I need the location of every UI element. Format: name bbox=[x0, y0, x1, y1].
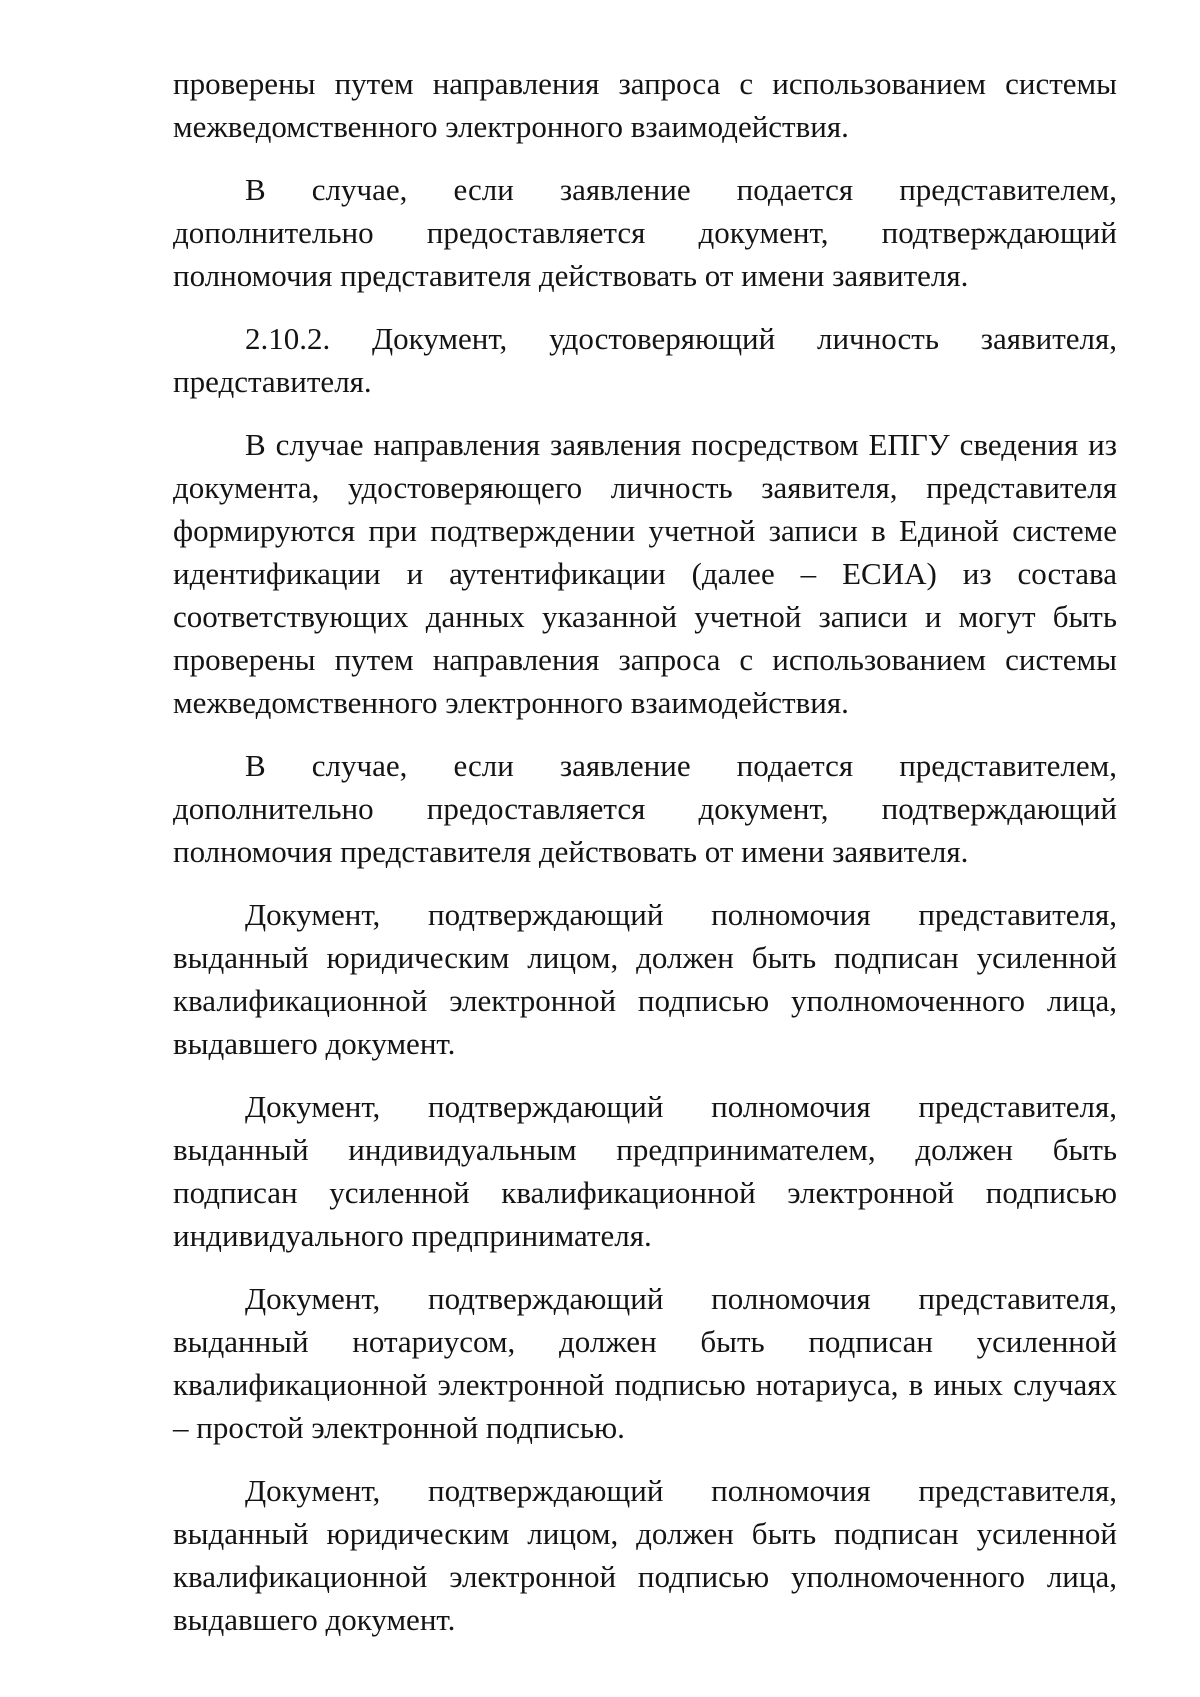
paragraph-legal-entity-signature: Документ, подтверждающий полномочия представителя, выданный юридическим лицом, должен быть подписан усиленной квалификационной электронной подписью уполномоченного лица, выдавшего документ. bbox=[173, 897, 1117, 1061]
paragraph-representative-note-2: В случае, если заявление подается представителем, дополнительно предоставляется документ, подтверждающий полномочия представителя действовать от имени заявителя. bbox=[173, 748, 1117, 869]
paragraph-section-2-10-2: 2.10.2. Документ, удостоверяющий личность заявителя, представителя. bbox=[173, 321, 1117, 399]
paragraph-legal-entity-signature-2: Документ, подтверждающий полномочия представителя, выданный юридическим лицом, должен быть подписан усиленной квалификационной электронной подписью уполномоченного лица, выдавшего документ. bbox=[173, 1473, 1117, 1637]
paragraph-representative-note: В случае, если заявление подается представителем, дополнительно предоставляется документ, подтверждающий полномочия представителя действовать от имени заявителя. bbox=[173, 172, 1117, 293]
document-page bbox=[173, 62, 1117, 1661]
paragraph-notary-signature: Документ, подтверждающий полномочия представителя, выданный нотариусом, должен быть подписан усиленной квалификационной электронной подписью нотариуса, в иных случаях – простой электронной подписью. bbox=[173, 1281, 1117, 1445]
paragraph-continuation: проверены путем направления запроса с использованием системы межведомственного электронного взаимодействия. bbox=[173, 66, 1117, 144]
paragraph-entrepreneur-signature: Документ, подтверждающий полномочия представителя, выданный индивидуальным предпринимателем, должен быть подписан усиленной квалификационной электронной подписью индивидуального предпринимателя. bbox=[173, 1089, 1117, 1253]
paragraph-epgu-identity: В случае направления заявления посредством ЕПГУ сведения из документа, удостоверяющего личность заявителя, представителя формируются при подтверждении учетной записи в Единой системе идентификации и аутентификации (далее – ЕСИА) из состава соответствующих данных указанной учетной записи и могут быть проверены путем направления запроса с использованием системы межведомственного электронного взаимодействия. bbox=[173, 427, 1117, 720]
